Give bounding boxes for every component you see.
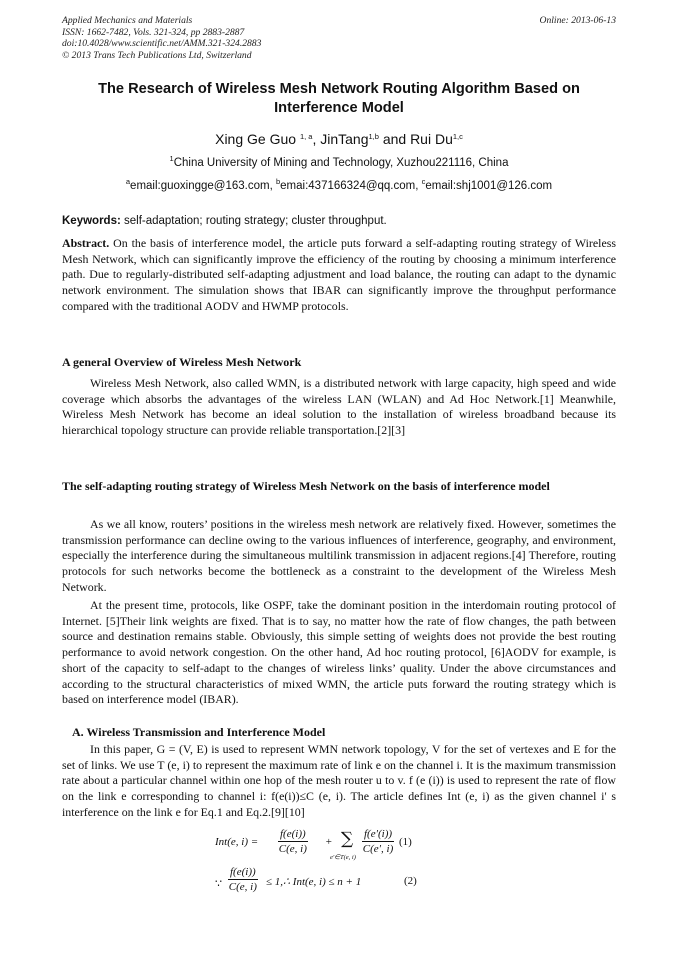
emails bbox=[62, 179, 616, 194]
journal-name: Applied Mechanics and Materials bbox=[62, 15, 193, 26]
equation-1-plus: + bbox=[325, 836, 333, 848]
section-2-paragraph-2: At the present time, protocols, like OSPF, take the dominant position in the interdomain routing protocol of Internet. [5]Their link weights are fixed. That is to say, no matter how the rate of flow changes, the path between source and destination remains stable. Obviously, this simple setting of weights does not provide the best routing performance to avoid network congestion. On the other hand, Ad hoc routing protocol, [6]AODV for example, is short of the capacity to self-adapt to the changes of wireless links’ quality. Under the above circumstances and according to the structural characteristics of mixed WMN, the article puts forward the routing strategy which is based on interference model (IBAR). bbox=[62, 598, 616, 707]
paper-title: The Research of Wireless Mesh Network Routing Algorithm Based on Interference Model bbox=[98, 81, 580, 116]
section-1-heading: A general Overview of Wireless Mesh Network bbox=[62, 355, 302, 369]
sum-subscript: e′∈T(e, i) bbox=[330, 854, 356, 861]
author-2: , JinTang bbox=[312, 131, 369, 147]
issn: ISSN: 1662-7482, Vols. 321-324, pp 2883-2887 bbox=[62, 26, 245, 38]
author-3-sup: 1,c bbox=[452, 132, 463, 141]
abstract-label: Abstract. bbox=[62, 236, 110, 250]
abstract-text: On the basis of interference model, the article puts forward a self-adapting routing strategy of Wireless Mesh Network, which can significantly improve the efficiency of the routing by choosing a minimum interference path. Due to regularly-distributed self-adapting adjustment and load balance, the routing can adapt to the dynamic network environment. The simulation shows that IBAR can significantly improve the throughput performance compared with the traditional AODV and HWMP protocols. bbox=[62, 236, 616, 313]
affiliation-text: China University of Mining and Technology, Xuzhou221116, China bbox=[173, 157, 509, 169]
eq1-numerator-1: f(e(i)) bbox=[280, 828, 306, 840]
eq1-numerator-2: f(e′(i)) bbox=[364, 828, 393, 840]
doi: doi:10.4028/www.scientific.net/AMM.321-324.2883 bbox=[62, 38, 262, 49]
sum-symbol: ∑ bbox=[341, 829, 354, 849]
email-a-sup: a bbox=[125, 177, 131, 186]
email-b-sup: b bbox=[275, 177, 281, 186]
equation-1-lhs: Int(e, i) = bbox=[215, 836, 259, 848]
section-2-heading: The self-adapting routing strategy of Wireless Mesh Network on the basis of interference model bbox=[62, 479, 550, 493]
online-date: Online: 2013-06-13 bbox=[539, 15, 616, 26]
affiliation bbox=[62, 156, 616, 171]
equation-2-rhs: ≤ 1,∴ Int(e, i) ≤ n + 1 bbox=[266, 876, 362, 888]
keywords-text: self-adaptation; routing strategy; cluster throughput. bbox=[120, 215, 387, 227]
author-3: and Rui Du bbox=[378, 131, 453, 147]
eq1-denominator-2: C(e′, i) bbox=[362, 843, 394, 855]
subsection-heading: A. Wireless Transmission and Interference Model bbox=[72, 725, 326, 739]
equation-1-label: (1) bbox=[399, 836, 412, 848]
copyright: © 2013 Trans Tech Publications Ltd, Switzerland bbox=[62, 49, 252, 61]
email-b: emai:437166324@qq.com, bbox=[280, 180, 422, 192]
journal-header bbox=[62, 15, 616, 61]
abstract bbox=[62, 236, 616, 315]
eq2-denominator: C(e, i) bbox=[228, 881, 257, 893]
email-a: email:guoxingge@163.com, bbox=[130, 180, 276, 192]
eq2-numerator: f(e(i)) bbox=[230, 866, 256, 878]
affiliation-sup: 1 bbox=[169, 154, 174, 163]
section-2-paragraph-3: In this paper, G = (V, E) is used to represent WMN network topology, V for the set of vertexes and E for the set of links. We use T (e, i) to represent the maximum rate of link e on the channel i. It is the maximum transmission rate about a particular channel within one hop of the mesh router u to v. f (e (i)) is used to represent the rate of flow on the link e corresponding to channel i: f(e(i))≤C (e, i). The article defines Int (e, i) as the given channel i' s interference on the link e for Eq.1 and Eq.2.[9][10] bbox=[62, 742, 616, 819]
authors bbox=[62, 130, 616, 148]
keywords bbox=[62, 214, 616, 229]
equation-2-fraction bbox=[228, 866, 258, 893]
author-1-sup: 1, a bbox=[299, 132, 313, 141]
keywords-label: Keywords: bbox=[62, 215, 121, 227]
author-2-sup: 1,b bbox=[368, 132, 379, 141]
email-c: email:shj1001@126.com bbox=[425, 180, 553, 192]
author-1: Xing Ge Guo bbox=[215, 131, 300, 147]
section-1-paragraph: Wireless Mesh Network, also called WMN, is a distributed network with large capacity, high speed and wide coverage which absorbs the advantages of the wireless LAN (WLAN) and Ad Hoc Network.[1] Meanwhile, Wireless Mesh Network has become an ideal solution to the installation of wireless broadband because its hierarchical topology structure can provide reliable transportation.[2][3] bbox=[62, 376, 616, 438]
equation-2-label: (2) bbox=[404, 875, 417, 887]
equation-1-fraction-2 bbox=[362, 828, 394, 855]
email-c-sup: c bbox=[421, 177, 426, 186]
eq1-denominator-1: C(e, i) bbox=[278, 843, 307, 855]
equation-1-fraction-1 bbox=[278, 828, 308, 855]
because-symbol: ∵ bbox=[215, 878, 222, 890]
section-2-paragraph-1: As we all know, routers’ positions in the wireless mesh network are relatively fixed. However, sometimes the transmission performance can decline owing to the various influences of interference, geography, and environment, especially the interference during the simultaneous multilink transmission in adjacent regions.[4] Therefore, routing protocols for such networks become the bottleneck as a constraint to the development of the Wireless Mesh Network. bbox=[62, 517, 616, 594]
